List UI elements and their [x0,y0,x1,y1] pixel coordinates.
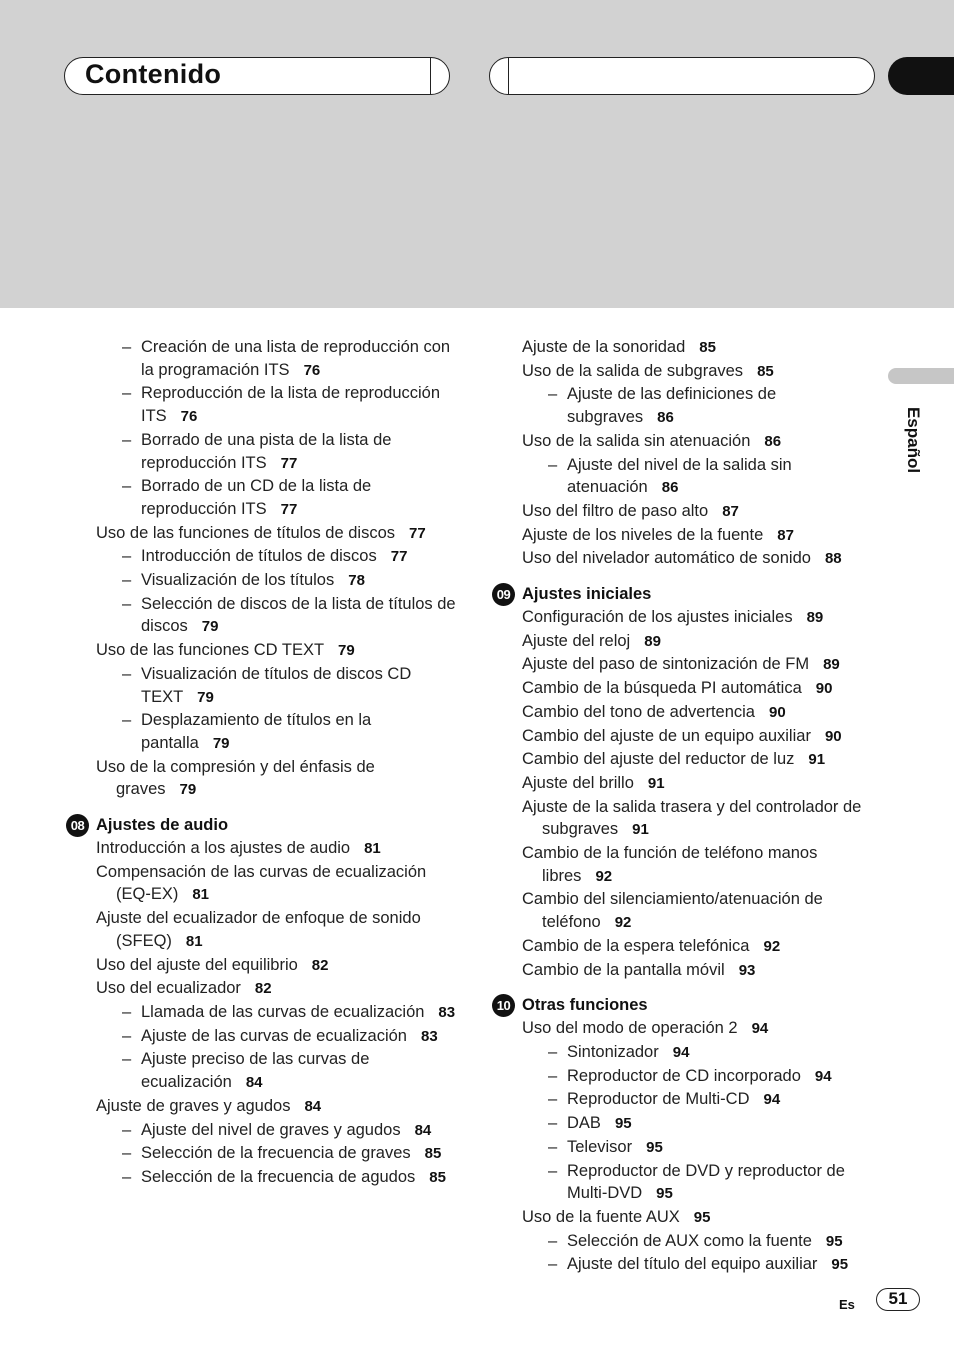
toc-page-number: 79 [338,642,355,660]
toc-subentry [488,1065,878,1089]
toc-entry [488,888,878,934]
toc-entry [62,522,462,546]
toc-page-number: 79 [201,618,219,636]
toc-entry-text: Cambio de la búsqueda PI automática [522,679,802,698]
toc-dash: – [548,1114,558,1133]
toc-entry-text: Cambio de la pantalla móvil [522,960,725,979]
page-title: Contenido [85,59,222,89]
toc-entry-text: Ajuste del nivel de la salida sin atenuación [567,455,792,497]
toc-page-number: 91 [808,751,826,769]
toc-entry [488,748,878,772]
toc-page-number: 81 [185,932,203,950]
toc-entry [488,653,878,677]
toc-subentry [62,663,462,709]
toc-entry-text: Uso del filtro de paso alto [522,501,709,520]
toc-entry [62,639,462,663]
toc-page-number: 79 [212,734,230,752]
toc-entry [488,935,878,959]
toc-entry [488,336,878,360]
toc-page-number: 95 [831,1256,849,1274]
toc-subentry [62,1142,462,1166]
toc-page-number: 92 [763,937,781,955]
toc-page-number: 82 [311,956,329,974]
toc-page-number: 94 [751,1020,769,1038]
toc-subentry [62,1119,462,1143]
toc-page-number: 84 [414,1121,432,1139]
toc-page-number: 87 [777,526,794,544]
toc-page-number: 85 [699,339,716,356]
toc-entry-text: Uso de la compresión y del énfasis de graves [96,757,375,799]
toc-entry [62,861,462,907]
toc-page-number: 83 [420,1027,438,1045]
toc-dash: – [548,1255,558,1274]
toc-dash: – [548,1090,558,1109]
toc-entry [62,756,462,802]
toc-entry-text: Uso de las funciones CD TEXT [96,641,325,660]
toc-subentry [488,1230,878,1254]
toc-entry-text: Creación de una lista de reproducción con la programación ITS [141,338,451,379]
header-band [0,0,954,308]
toc-entry-text: Ajuste preciso de las curvas de ecualización [141,1050,370,1092]
toc-page-number: 84 [245,1074,263,1092]
toc-page-number: 95 [825,1232,843,1250]
toc-page-number: 77 [409,524,426,542]
toc-dash: – [122,430,132,449]
toc-dash: – [548,1231,558,1250]
toc-subentry [62,1048,462,1094]
toc-entry [488,1206,878,1230]
toc-entry-text: Compensación de las curvas de ecualización (EQ-EX) [96,862,427,904]
toc-page-number: 89 [806,609,824,627]
toc-list [62,336,462,802]
toc-entry [488,842,878,888]
section-heading-10 [488,994,878,1017]
title-box-divider [430,58,431,94]
toc-subentry [62,475,462,521]
toc-entry [62,977,462,1001]
toc-page-number: 79 [197,688,214,706]
toc-page-number: 90 [824,727,842,745]
toc-subentry [62,429,462,475]
toc-entry-text: Desplazamiento de títulos en la pantalla [141,711,372,752]
toc-entry-text: Ajuste del nivel de graves y agudos [141,1120,401,1139]
toc-page-number: 93 [738,961,756,979]
toc-entry-text: Sintonizador [567,1042,659,1061]
toc-entry-text: Ajuste de la salida trasera y del controlador de subgraves [522,797,862,839]
toc-page-number: 94 [814,1067,832,1085]
toc-entry-text: Ajuste del título del equipo auxiliar [567,1255,818,1274]
toc-subentry [488,1160,878,1206]
toc-list [488,606,878,982]
toc-entry [488,959,878,983]
toc-page-number: 78 [348,572,365,590]
toc-entry-text: Uso de las funciones de títulos de discos [96,523,396,542]
toc-page-number: 82 [254,980,272,998]
section-title: Otras funciones [522,996,648,1015]
toc-page-number: 77 [390,548,408,566]
section-number-badge: 08 [66,814,89,837]
toc-entry-text: Selección de discos de la lista de títulos de discos [141,594,456,636]
section-number-badge: 10 [492,994,515,1017]
toc-entry [488,796,878,842]
toc-entry-text: Selección de la frecuencia de agudos [141,1167,416,1186]
toc-subentry [62,593,462,639]
toc-entry-text: Selección de AUX como la fuente [567,1231,812,1250]
toc-subentry [62,569,462,593]
toc-entry-text: Cambio de la espera telefónica [522,936,750,955]
toc-page-number: 86 [764,432,782,450]
toc-page-number: 86 [661,479,679,497]
toc-entry [62,1095,462,1119]
toc-page-number: 85 [424,1145,442,1163]
toc-entry-text: Cambio de la función de teléfono manos libres [522,844,818,885]
toc-subentry [488,454,878,500]
toc-subentry [62,1001,462,1025]
title-box-divider [508,58,509,94]
section-number-badge: 09 [492,583,515,606]
toc-page-number: 95 [656,1185,673,1203]
title-box-empty [489,57,875,95]
section-title: Ajustes iniciales [522,585,652,604]
toc-entry [488,701,878,725]
toc-entry [488,630,878,654]
toc-entry-text: Ajuste de los niveles de la fuente [522,525,764,544]
toc-page-number: 77 [280,500,298,518]
toc-dash: – [122,711,132,730]
toc-entry [488,725,878,749]
title-box [64,57,450,95]
toc-dash: – [122,1026,132,1045]
toc-dash: – [548,385,558,404]
toc-entry-text: Ajuste de la sonoridad [522,338,686,356]
toc-dash: – [548,455,558,474]
toc-entry-text: Ajuste de las curvas de ecualización [141,1026,407,1045]
toc-subentry [62,382,462,428]
toc-page-number: 81 [364,840,381,858]
page-number: 51 [876,1288,920,1311]
toc-page-number: 90 [815,680,833,698]
toc-dash: – [122,1167,132,1186]
toc-entry-text: Reproducción de la lista de reproducción ITS [141,384,441,426]
toc-page-number: 92 [614,914,632,932]
toc-entry-text: Ajuste de las definiciones de subgraves [567,385,777,427]
toc-entry-text: Uso de la salida de subgraves [522,361,744,380]
toc-subentry [62,709,462,755]
toc-entry-text: Uso de la fuente AUX [522,1207,680,1226]
toc-entry-text: Ajuste del paso de sintonización de FM [522,655,810,674]
toc-entry-text: Uso del nivelador automático de sonido [522,549,811,568]
toc-page-number: 94 [763,1091,781,1109]
toc-entry [488,772,878,796]
toc-entry-text: Uso del ecualizador [96,979,241,998]
toc-entry-text: Configuración de los ajustes iniciales [522,608,793,627]
toc-dash: – [122,1002,132,1021]
footer-language-code: Es [839,1297,855,1312]
toc-page-number: 85 [429,1168,446,1186]
toc-dash: – [122,1050,132,1069]
toc-subentry [488,1253,878,1277]
toc-entry-text: Ajuste del reloj [522,631,631,650]
toc-dash: – [122,571,132,590]
toc-entry [488,547,878,571]
toc-subentry [62,1166,462,1190]
toc-page-number: 89 [644,632,661,650]
toc-entry-text: Cambio del tono de advertencia [522,702,755,721]
toc-entry [488,360,878,384]
toc-list [62,837,462,1190]
toc-entry [488,524,878,548]
toc-page-number: 95 [614,1115,632,1133]
toc-entry-text: Ajuste del brillo [522,773,634,792]
toc-entry-text: Cambio del silenciamiento/atenuación de teléfono [522,890,823,932]
toc-page-number: 95 [693,1208,711,1226]
toc-entry-text: Televisor [567,1137,633,1156]
toc-page-number: 89 [823,656,840,674]
toc-dash: – [122,664,132,683]
toc-dash: – [548,1066,558,1085]
toc-page-number: 84 [304,1097,322,1115]
toc-dash: – [122,547,132,566]
section-heading-08 [62,814,462,837]
toc-entry [62,837,462,861]
toc-entry-text: Visualización de los títulos [141,571,335,590]
toc-subentry [62,545,462,569]
toc-page-number: 88 [824,550,842,568]
toc-entry-text: Borrado de una pista de la lista de reproducción ITS [141,430,392,472]
toc-subentry [62,1025,462,1049]
toc-subentry [488,383,878,429]
toc-page-number: 94 [672,1043,690,1061]
toc-page-number: 87 [722,502,739,520]
toc-page-number: 86 [657,409,674,427]
toc-dash: – [548,1042,558,1061]
toc-subentry [488,1136,878,1160]
toc-page-number: 95 [646,1138,663,1156]
toc-subentry [488,1088,878,1112]
toc-column-right [488,336,878,1277]
toc-entry-text: Cambio del ajuste del reductor de luz [522,750,795,769]
toc-page-number: 81 [192,886,210,904]
language-tab-marker [888,368,954,384]
toc-entry-text: Reproductor de CD incorporado [567,1066,801,1085]
toc-page-number: 76 [303,361,321,379]
toc-entry-text: Cambio del ajuste de un equipo auxiliar [522,726,811,745]
toc-entry-text: DAB [567,1114,601,1133]
toc-entry [488,1017,878,1041]
toc-entry [488,430,878,454]
toc-page-number: 91 [647,774,665,792]
toc-dash: – [122,594,132,613]
toc-list [488,336,878,571]
toc-entry-text: Reproductor de Multi-CD [567,1090,750,1109]
toc-entry-text: Introducción de títulos de discos [141,547,377,566]
toc-entry [488,677,878,701]
toc-list [488,1017,878,1277]
toc-dash: – [122,338,132,356]
toc-entry-text: Uso del modo de operación 2 [522,1019,738,1038]
toc-page-number: 83 [438,1003,456,1021]
toc-entry-text: Ajuste del ecualizador de enfoque de sonido (SFEQ) [96,909,421,950]
toc-dash: – [548,1161,558,1180]
toc-entry [62,954,462,978]
section-title: Ajustes de audio [96,816,229,835]
toc-page-number: 76 [180,408,198,426]
toc-entry-text: Uso del ajuste del equilibrio [96,955,298,974]
toc-subentry [488,1112,878,1136]
toc-dash: – [548,1137,558,1156]
toc-entry-text: Llamada de las curvas de ecualización [141,1002,425,1021]
toc-entry [488,500,878,524]
toc-dash: – [122,477,132,496]
toc-page-number: 79 [179,781,197,799]
section-tab [888,57,954,95]
toc-page-number: 77 [280,454,298,472]
toc-entry-text: Visualización de títulos de discos CD TEXT [141,664,412,706]
toc-page-number: 85 [757,362,774,380]
toc-entry-text: Uso de la salida sin atenuación [522,431,751,450]
toc-entry-text: Introducción a los ajustes de audio [96,839,351,858]
toc-dash: – [122,1120,132,1139]
section-heading-09 [488,583,878,606]
toc-column-left [62,336,462,1190]
toc-entry [62,907,462,953]
toc-page-number: 91 [632,821,649,839]
toc-entry [488,606,878,630]
toc-entry-text: Borrado de un CD de la lista de reproducción ITS [141,477,372,518]
toc-entry-text: Reproductor de DVD y reproductor de Multi-DVD [567,1161,845,1203]
toc-dash: – [122,1144,132,1163]
toc-entry-text: Selección de la frecuencia de graves [141,1144,411,1163]
language-tab-label: Español [904,406,923,474]
toc-page-number: 92 [595,867,613,885]
toc-subentry [62,336,462,382]
toc-entry-text: Ajuste de graves y agudos [96,1096,291,1115]
toc-page-number: 90 [768,703,786,721]
toc-dash: – [122,384,132,403]
toc-subentry [488,1041,878,1065]
